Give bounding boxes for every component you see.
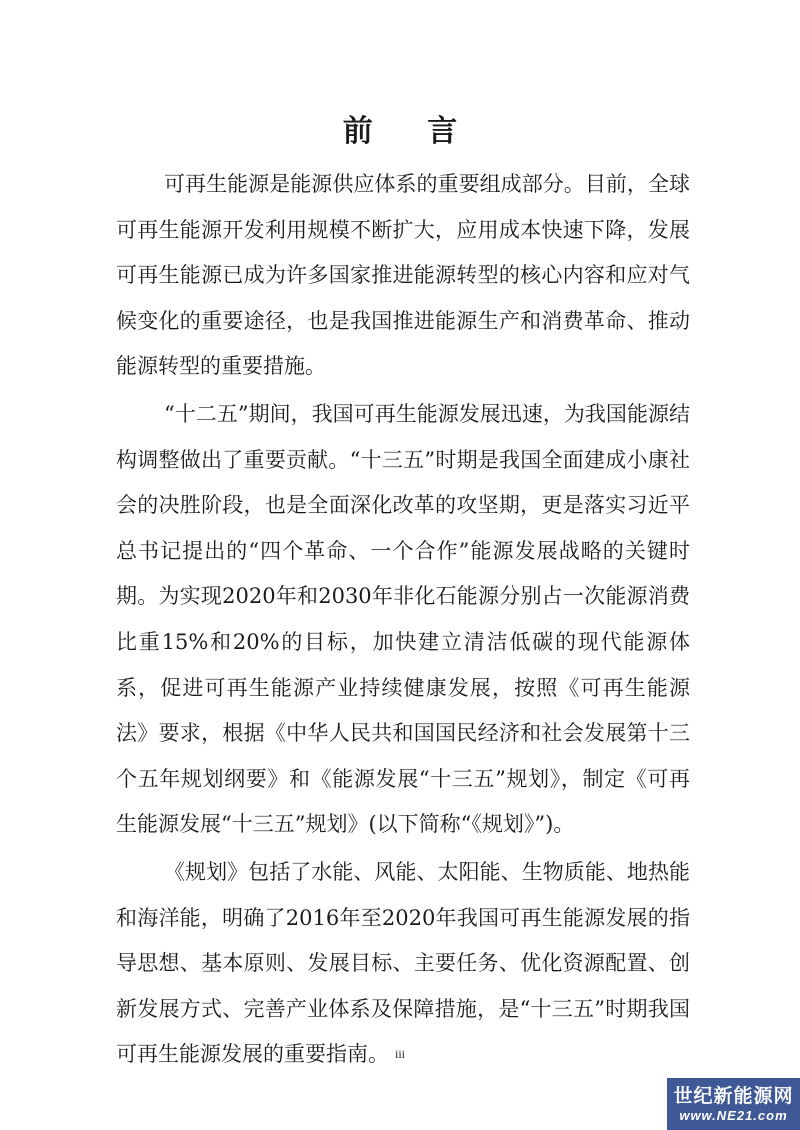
site-watermark [667,1078,800,1130]
watermark-site-name: 世纪新能源网 [673,1084,794,1107]
watermark-url: www.NE21.com [679,1107,788,1123]
paragraph-background: “十二五”期间，我国可再生能源发展迅速，为我国能源结构调整做出了重要贡献。“十三五”时期是我国全面建成小康社会的决胜阶段，也是全面深化改革的攻坚期，更是落实习近平总书记提出的“四个革命、一个合作”能源发展战略的关键时期。为实现2020年和2030年非化石能源分别占一次能源消费比重15%和20%的目标，加快建立清洁低碳的现代能源体系，促进可再生能源产业持续健康发展，按照《可再生能源法》要求，根据《中华人民共和国国民经济和社会发展第十三个五年规划纲要》和《能源发展“十三五”规划》，制定《可再生能源发展“十三五”规划》(以下简称“《规划》”)。 [116,401,690,837]
paragraph-scope: 《规划》包括了水能、风能、太阳能、生物质能、地热能和海洋能，明确了2016年至2020年我国可再生能源发展的指导思想、基本原则、发展目标、主要任务、优化资源配置、创新发展方式、完善产业体系及保障措施，是“十三五”时期我国可再生能源发展的重要指南。 [116,859,690,1067]
page-title: 前 言 [342,114,480,149]
body-text [116,162,690,1080]
paragraph-intro: 可再生能源是能源供应体系的重要组成部分。目前，全球可再生能源开发利用规模不断扩大，应用成本快速下降，发展可再生能源已成为许多国家推进能源转型的核心内容和应对气候变化的重要途径，也是我国推进能源生产和消费革命、推动能源转型的重要措施。 [116,172,690,379]
page-number: iii [394,1047,405,1061]
